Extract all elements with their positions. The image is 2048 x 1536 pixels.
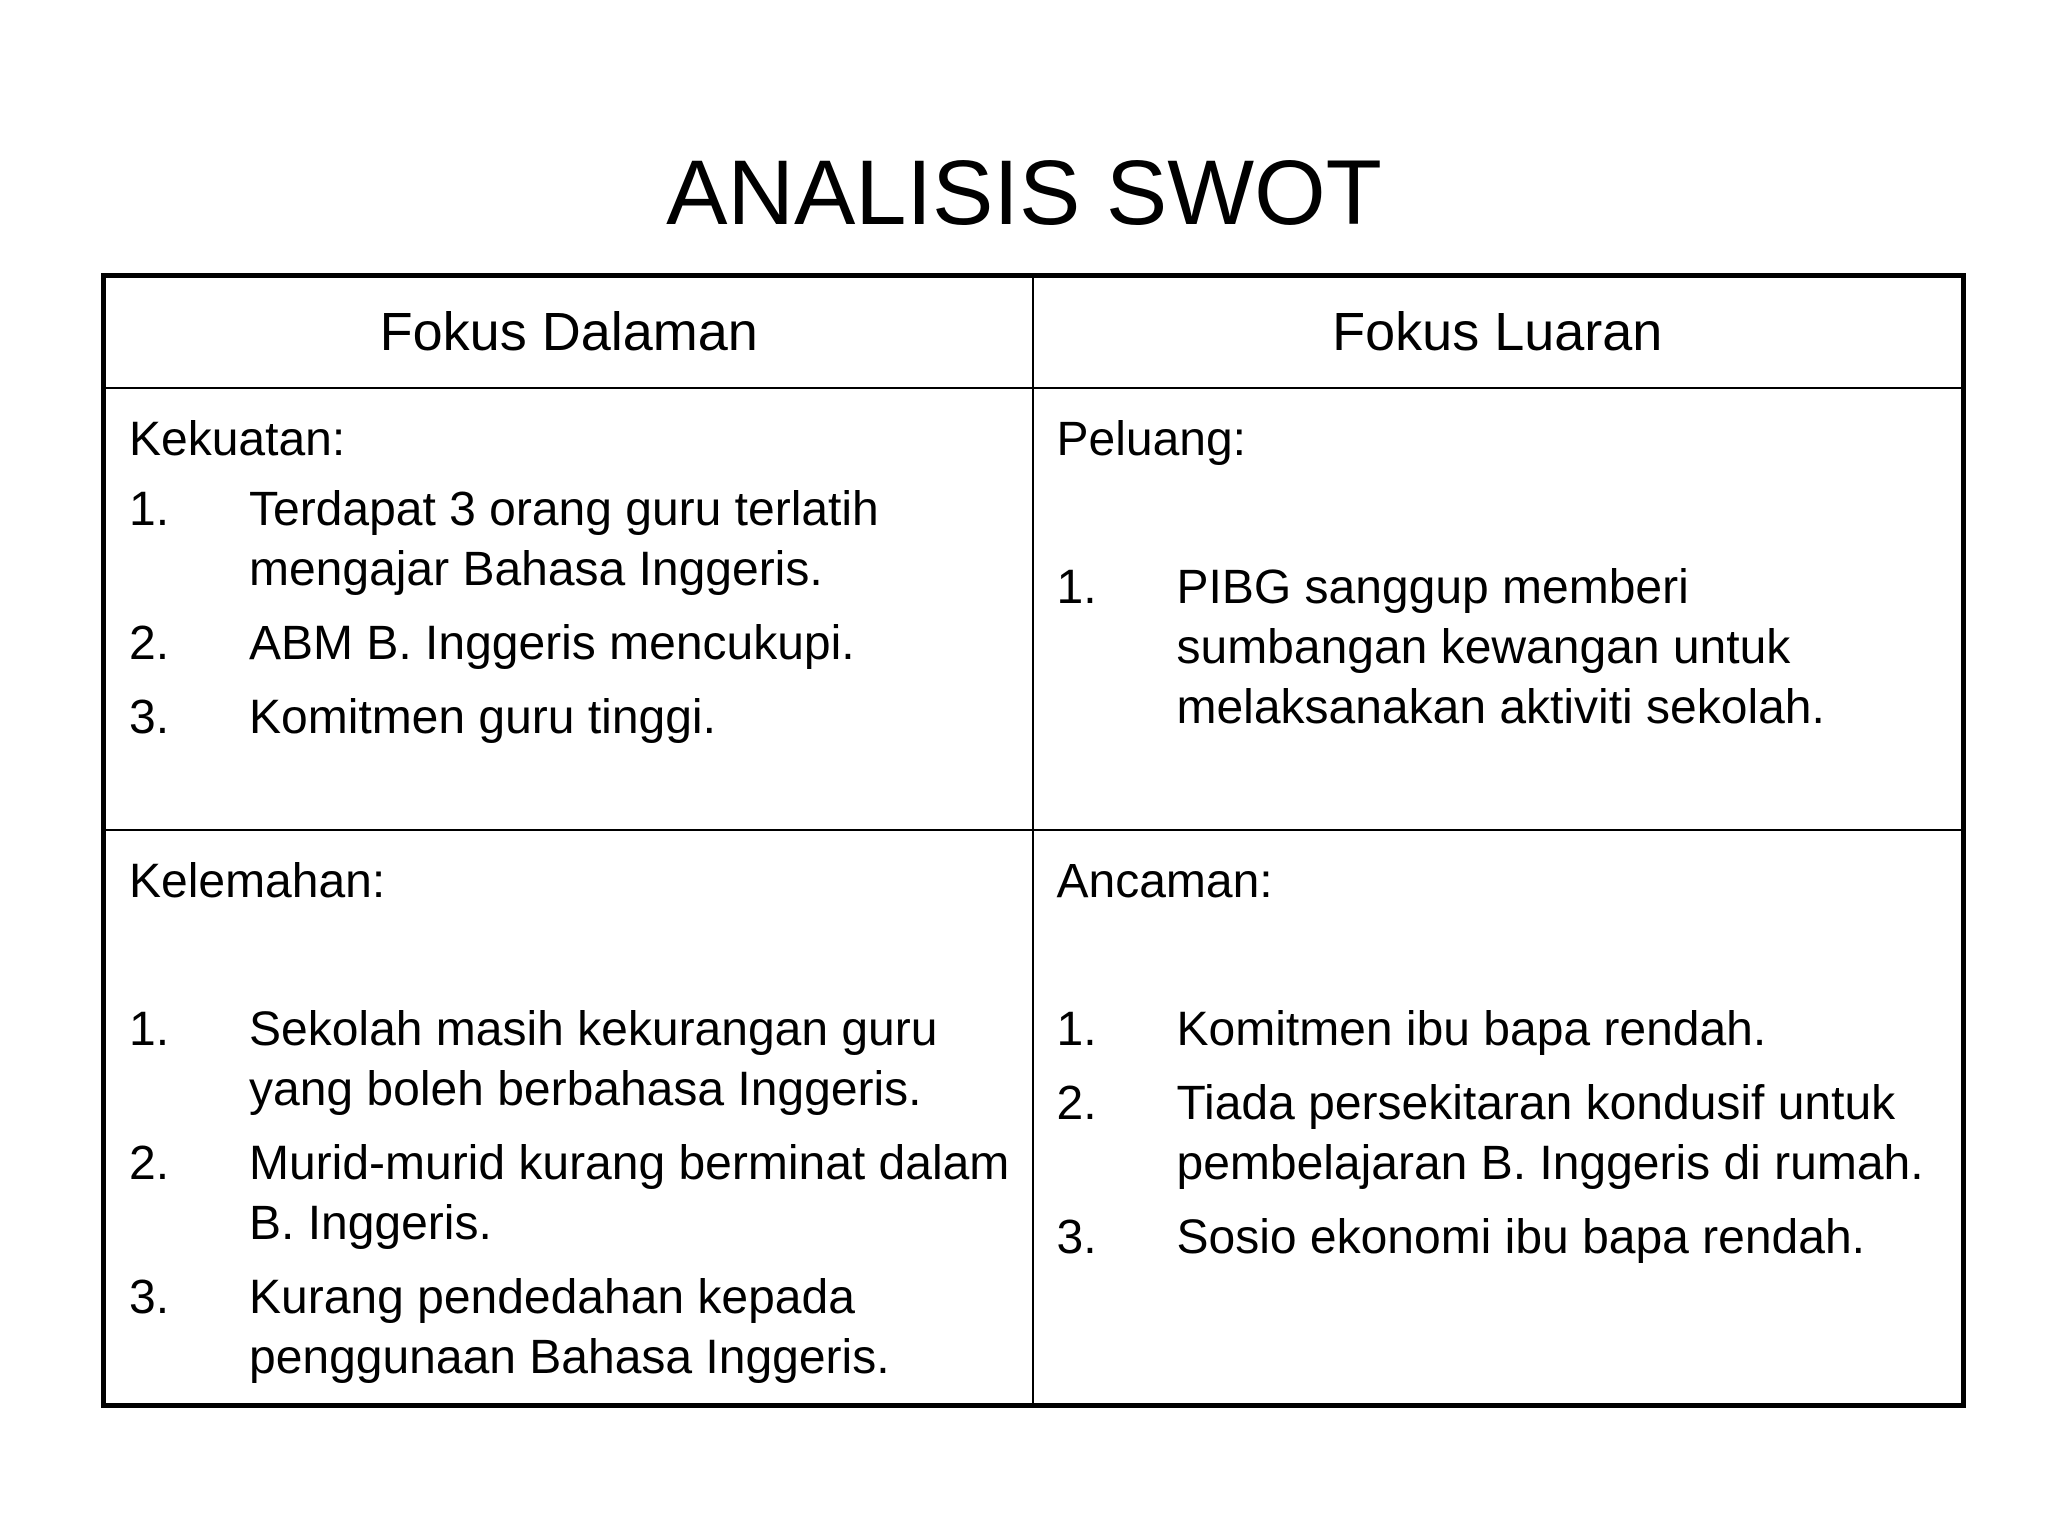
list-item: [129, 688, 1013, 748]
item-text: Sekolah masih kekurangan guru yang boleh berbahasa Inggeris.: [249, 1002, 938, 1116]
item-text: Kurang pendedahan kepada penggunaan Bahasa Inggeris.: [249, 1270, 890, 1384]
item-number: 2.: [129, 616, 170, 670]
item-text: Tiada persekitaran kondusif untuk pembelajaran B. Inggeris di rumah.: [1176, 1076, 1924, 1190]
spacer: [1057, 912, 1943, 990]
item-number: 3.: [1056, 1210, 1097, 1264]
spacer: [1057, 470, 1943, 548]
list-item: [1057, 558, 1943, 738]
item-number: 1.: [1056, 560, 1097, 614]
item-text: ABM B. Inggeris mencukupi.: [249, 616, 855, 670]
swot-row-top: [104, 388, 1964, 830]
item-number: 1.: [129, 1002, 170, 1056]
spacer: [129, 912, 1013, 990]
list-item: [129, 614, 1013, 674]
header-row: [104, 276, 1964, 388]
header-external-focus: Fokus Luaran: [1033, 276, 1964, 388]
weaknesses-cell: [104, 830, 1033, 1406]
item-number: 1.: [129, 482, 170, 536]
threats-cell: [1033, 830, 1964, 1406]
item-text: Sosio ekonomi ibu bapa rendah.: [1176, 1210, 1865, 1264]
item-number: 1.: [1056, 1002, 1097, 1056]
item-number: 3.: [129, 1270, 170, 1324]
threats-list: [1057, 1000, 1943, 1268]
list-item: [1057, 1208, 1943, 1268]
header-internal-focus: Fokus Dalaman: [104, 276, 1033, 388]
item-text: Komitmen ibu bapa rendah.: [1176, 1002, 1767, 1056]
strengths-cell: [104, 388, 1033, 830]
item-text: Terdapat 3 orang guru terlatih mengajar Bahasa Inggeris.: [249, 482, 879, 596]
list-item: [1057, 1074, 1943, 1194]
weaknesses-list: [129, 1000, 1013, 1388]
list-item: [129, 1134, 1013, 1254]
swot-table: [101, 273, 1966, 1408]
strengths-label: Kekuatan:: [129, 412, 346, 466]
item-text: Komitmen guru tinggi.: [249, 690, 716, 744]
item-number: 3.: [129, 690, 170, 744]
opportunities-list: [1057, 558, 1943, 738]
swot-row-bottom: [104, 830, 1964, 1406]
item-number: 2.: [129, 1136, 170, 1190]
list-item: [129, 1000, 1013, 1120]
item-text: Murid-murid kurang berminat dalam B. Inggeris.: [249, 1136, 1010, 1250]
threats-label: Ancaman:: [1056, 854, 1273, 908]
list-item: [129, 480, 1013, 600]
list-item: [129, 1268, 1013, 1388]
opportunities-label: Peluang:: [1056, 412, 1246, 466]
list-item: [1057, 1000, 1943, 1060]
strengths-list: [129, 480, 1013, 748]
opportunities-cell: [1033, 388, 1964, 830]
slide-title: ANALISIS SWOT: [666, 142, 1382, 244]
weaknesses-label: Kelemahan:: [129, 854, 386, 908]
item-number: 2.: [1056, 1076, 1097, 1130]
item-text: PIBG sanggup memberi sumbangan kewangan untuk melaksanakan aktiviti sekolah.: [1176, 560, 1825, 734]
